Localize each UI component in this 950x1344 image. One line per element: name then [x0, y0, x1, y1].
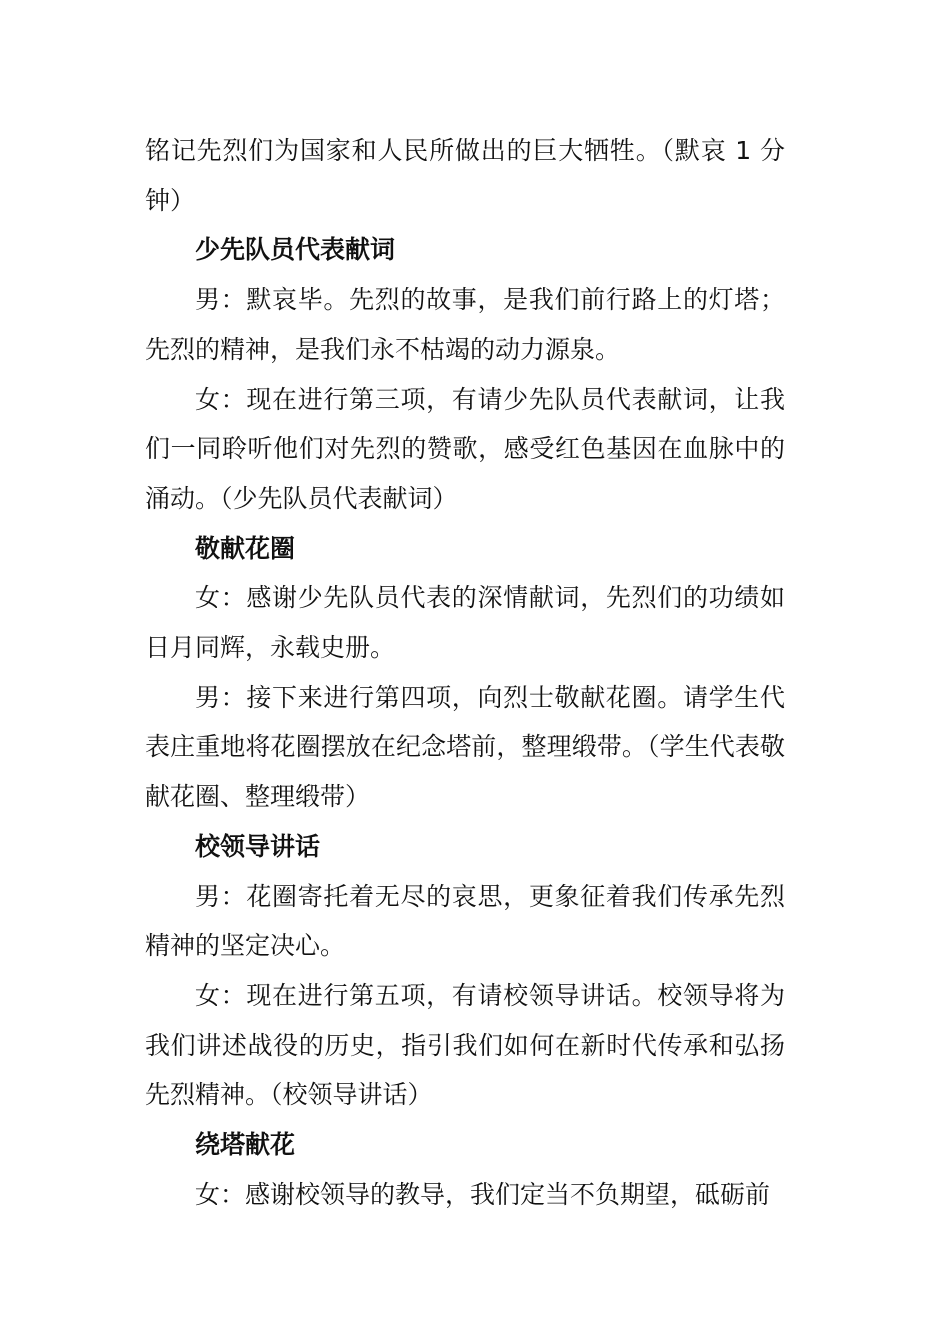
paragraph-female-thanks-leader: 女：感谢校领导的教导，我们定当不负期望，砥砺前 — [195, 1179, 771, 1209]
document-page — [145, 126, 785, 1219]
section-heading-pioneer-speech: 少先队员代表献词 — [195, 235, 396, 265]
paragraph-male-silence-end: 男：默哀毕。先烈的故事，是我们前行路上的灯塔；先烈的精神，是我们永不枯竭的动力源泉。 — [145, 285, 785, 364]
section-heading-flower-offering: 绕塔献花 — [195, 1130, 296, 1160]
paragraph-male-item-four: 男：接下来进行第四项，向烈士敬献花圈。请学生代表庄重地将花圈摆放在纪念塔前，整理缎带。（学生代表敬献花圈、整理缎带） — [145, 682, 785, 812]
section-heading-leader-speech: 校领导讲话 — [195, 831, 321, 861]
paragraph-female-thanks-pioneers: 女：感谢少先队员代表的深情献词，先烈们的功绩如日月同辉，永载史册。 — [145, 583, 785, 663]
section-heading-wreath: 敬献花圈 — [195, 533, 296, 563]
paragraph-female-item-five: 女：现在进行第五项，有请校领导讲话。校领导将为我们讲述战役的历史，指引我们如何在新时代传承和弘扬先烈精神。（校领导讲话） — [145, 980, 785, 1110]
paragraph-female-item-three: 女：现在进行第三项，有请少先队员代表献词，让我们一同聆听他们对先烈的赞歌，感受红色基因在血脉中的涌动。（少先队员代表献词） — [145, 384, 785, 513]
paragraph-male-wreath-meaning: 男：花圈寄托着无尽的哀思，更象征着我们传承先烈精神的坚定决心。 — [145, 881, 785, 961]
paragraph-silence-continuation: 铭记先烈们为国家和人民所做出的巨大牺牲。（默哀 1 分钟） — [145, 136, 785, 215]
